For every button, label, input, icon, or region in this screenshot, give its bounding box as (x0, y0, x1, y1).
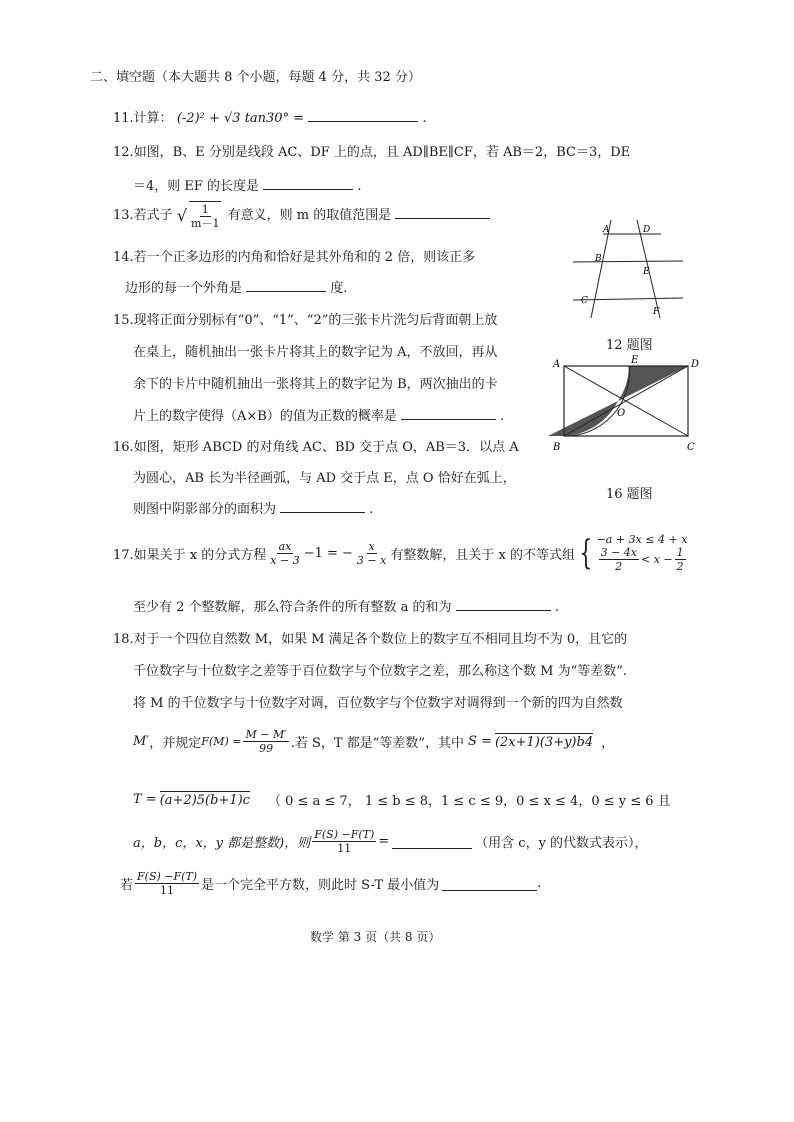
q17-ineq2-frac (599, 546, 639, 573)
q18-line4 (133, 728, 614, 755)
fig16-label-e: E (631, 355, 639, 366)
fig12-label-c: C (581, 296, 588, 306)
q18-line7-a: 若 (120, 878, 134, 893)
q15-line4 (133, 405, 504, 424)
q12-line1: 12.如图，B、E 分别是线段 AC、DF 上的点，且 AD∥BE∥CF，若 AB＝2，BC＝3，DE (113, 145, 631, 160)
q17-f1-den: x − 3 (270, 553, 300, 567)
q12-answer-blank[interactable] (263, 176, 353, 190)
q18-fst2-num: F(S) −F(T) (137, 870, 198, 883)
q15-line4-prefix: 片上的数字使得（A×B）的值为正数的概率是 (133, 409, 397, 424)
q18-fst-num: F(S) −F(T) (314, 828, 375, 841)
fig12-line-cf (573, 298, 683, 300)
q17-half-den: 2 (676, 560, 684, 573)
q15-line2: 在桌上，随机抽出一张卡片将其上的数字记为 A，不放回，再从 (133, 345, 498, 360)
q12-line2 (133, 175, 361, 194)
q18-line3: 将 M 的千位数字与十位数字对调，百位数字与个位数字对调得到一个新的四为自然数 (133, 696, 623, 711)
fig12-label-d: D (643, 225, 651, 235)
q13-den: m－1 (191, 217, 220, 230)
q18-line1: 18.对于一个四位自然数 M，如果 M 满足各个数位上的数字互不相同且均不为 0，且它的 (113, 632, 628, 647)
q13-num: 1 (201, 203, 209, 216)
question-17 (113, 533, 688, 573)
q11-suffix: . (422, 111, 427, 126)
q17-answer-blank[interactable] (456, 597, 551, 611)
q15-line4-suffix: . (500, 409, 505, 424)
section-title: 二、填空题（本大题共 8 个小题，每题 4 分，共 32 分） (90, 70, 421, 85)
q14-answer-blank[interactable] (246, 278, 326, 292)
q18-fm-num: M − M′ (245, 728, 287, 741)
fig16-label-d: D (691, 359, 700, 370)
fig16-caption: 16 题图 (606, 487, 653, 502)
q16-line2: 为圆心，AB 长为半径画弧，与 AD 交于点 E，点 O 恰好在弧上， (133, 471, 516, 486)
fig12-label-a: A (603, 225, 610, 235)
q17-mid: 有整数解，且关于 x 的不等式组 (390, 547, 575, 563)
q18-line7-c: . (537, 876, 542, 891)
fig12-label-f: F (653, 307, 660, 317)
q14-line2-suffix: 度. (330, 281, 348, 296)
q17-prefix: 17.如果关于 x 的分式方程 (113, 547, 267, 563)
q11-prefix: 11.计算： (113, 111, 173, 126)
q18-t-lhs: T = (133, 792, 157, 807)
q17-f2-den: 3 − x (356, 553, 387, 567)
q13-prefix: 13.若式子 (113, 208, 173, 223)
q18-answer-blank-2[interactable] (442, 877, 537, 891)
q18-s-lhs: S = (468, 734, 492, 749)
q14-line1: 14.若一个正多边形的内角和恰好是其外角和的 2 倍，则该正多 (113, 250, 476, 265)
q15-line1: 15.现将正面分别标有“0”、“1”、“2”的三张卡片洗匀后背面朝上放 (113, 313, 498, 328)
q18-line7-b: 是一个完全平方数，则此时 S-T 最小值为 (201, 878, 440, 893)
page-footer: 数学 第 3 页（共 8 页） (310, 930, 441, 944)
sqrt-sign: √ (176, 206, 188, 225)
q12-line2-prefix: ＝4，则 EF 的长度是 (133, 179, 260, 194)
q16-line1: 16.如图，矩形 ABCD 的对角线 AC、BD 交于点 O，AB＝3．以点 A (113, 440, 519, 455)
q18-line4-b: .若 S，T 都是“等差数”，其中 (290, 736, 464, 751)
q13-fraction (189, 201, 221, 230)
q17-f2-num: x (368, 539, 375, 553)
q16-line3-prefix: 则图中阴影部分的面积为 (133, 502, 277, 517)
question-11 (113, 107, 427, 126)
q16-line3-suffix: . (369, 502, 374, 517)
q11-expression: (-2)² + √3 tan30° = (176, 111, 305, 126)
q18-line5 (133, 790, 671, 809)
fig12-label-e: E (643, 267, 650, 277)
fig16-label-o: O (617, 408, 626, 419)
q18-fst-fraction-2 (135, 870, 199, 897)
q11-answer-blank[interactable] (308, 108, 418, 122)
q17-brace: { (579, 533, 593, 573)
fig16-label-b: B (553, 442, 561, 453)
q18-line4-a: ，并规定 (149, 736, 202, 751)
q18-line6-a: a，b，c，x，y 都是整数)，则 (133, 836, 311, 851)
q17-ineq2-mid: < x − (641, 553, 673, 566)
question-13 (113, 201, 490, 230)
q17-minus-one: −1 = − (303, 545, 353, 561)
q17-ineq-2 (597, 546, 688, 573)
fig16-label-a: A (553, 359, 561, 370)
q14-line2 (125, 277, 347, 296)
q17-ineq2-num: 3 − 4x (600, 546, 638, 559)
q15-line3: 余下的卡片中随机抽出一张将其上的数字记为 B，两次抽出的卡 (133, 377, 498, 392)
q13-suffix: 有意义，则 m 的取值范围是 (227, 208, 392, 223)
q18-line7 (120, 870, 541, 897)
fig12-label-b: B (595, 254, 602, 264)
q18-fst2-den: 11 (160, 884, 175, 897)
q18-t-rhs: (a+2)5(b+1)c (159, 793, 250, 808)
q17-line2-prefix: 至少有 2 个整数解，那么符合条件的所有整数 a 的和为 (133, 600, 452, 615)
q18-conditions: （ 0 ≤ a ≤ 7， 1 ≤ b ≤ 8，1 ≤ c ≤ 9，0 ≤ x ≤ 4，0 ≤ y ≤ 6 且 (267, 794, 671, 809)
q18-line4-c: ， (601, 736, 615, 751)
q17-fraction-2 (355, 540, 388, 567)
q17-half-num: 1 (676, 546, 684, 559)
q18-s-rhs: (2x+1)(3+y)b4 (494, 735, 594, 750)
q16-answer-blank[interactable] (280, 499, 365, 513)
q18-fm: F(M) = (201, 735, 242, 748)
q17-fraction-1 (268, 540, 301, 567)
fig12-line-be (573, 261, 683, 262)
figure-12 (565, 218, 690, 338)
q17-ineq-1: −a + 3x ≤ 4 + x (596, 533, 688, 546)
q17-ineq2-half (675, 546, 686, 573)
fig12-caption: 12 题图 (606, 338, 653, 353)
q18-line6 (133, 828, 648, 855)
q12-line2-suffix: . (357, 179, 362, 194)
q18-line6-eq: = (378, 834, 390, 849)
q17-inequality-system (597, 533, 688, 573)
q18-fm-den: 99 (259, 742, 274, 755)
q17-line2 (133, 596, 559, 615)
q14-line2-prefix: 边形的每一个外角是 (125, 281, 243, 296)
figure-16 (545, 354, 705, 459)
q18-line6-b: （用含 c，y 的代数式表示）， (475, 836, 648, 851)
q18-fm-fraction (243, 728, 288, 755)
q18-fst-den: 11 (337, 842, 352, 855)
q17-line2-suffix: . (554, 600, 559, 615)
q16-line3 (133, 498, 373, 517)
q18-answer-blank-1[interactable] (392, 835, 472, 849)
q15-answer-blank[interactable] (401, 406, 496, 420)
fig16-label-c: C (687, 442, 695, 453)
q18-m-prime: M′ (133, 734, 150, 749)
q17-f1-num: ax (278, 539, 292, 553)
q17-ineq2-den: 2 (615, 560, 623, 573)
q13-answer-blank[interactable] (395, 205, 490, 219)
fig16-shade-lower (548, 401, 618, 436)
q18-line2: 千位数字与十位数字之差等于百位数字与个位数字之差，那么称这个数 M 为“等差数”. (133, 664, 628, 679)
q18-fst-fraction (312, 828, 376, 855)
